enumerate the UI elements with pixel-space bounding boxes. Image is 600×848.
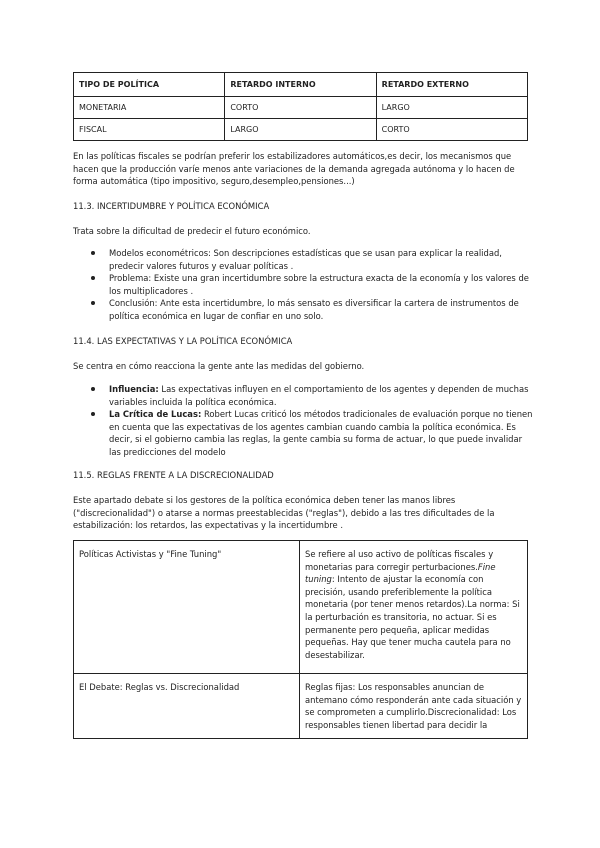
list-item: Problema: Existe una gran incertidumbre sobre la estructura exacta de la economía y los valores de los multiplicadores . (73, 272, 533, 297)
table-row (74, 119, 528, 141)
cell-text: Se refiere al uso activo de políticas fiscales y monetarias para corregir perturbaciones. (305, 549, 494, 572)
table-cell: LARGO (376, 97, 527, 119)
table-cell: Reglas fijas: Los responsables anuncian de antemano cómo responderán ante cada situación y se comprometen a cumplirlo.Discrecionalidad: Los responsables tienen libertad para decidir la (300, 674, 528, 739)
table-row (74, 97, 528, 119)
table-row (74, 541, 528, 674)
table-header-cell: TIPO DE POLÍTICA (74, 73, 225, 97)
table-cell: FISCAL (74, 119, 225, 141)
table-cell (300, 541, 528, 674)
cell-text: : Intento de ajustar la economía con precisión, usando preferiblemente la política monetaria (por tener menos retardos).La norma: Si la perturbación es transitoria, no actuar. Si es permanente pero pequeña, aplicar medidas pequeñas. Hay que tener mucha cautela para no desestabilizar. (305, 574, 520, 660)
cell-emphasis: Fine tuning (305, 561, 496, 585)
section-intro-11-5: Este apartado debate si los gestores de la política económica deben tener las manos libres ("discrecionalidad") o atarse a normas preestablecidas ("reglas"), debido a las tres dificultades de la estabilización: los retardos, las expectativas y la incertidumbre . (73, 495, 495, 531)
bullet-text: Las expectativas influyen en el comportamiento de los agentes y dependen de muchas variables incluida la política económica. (109, 384, 529, 407)
table-header-cell: RETARDO INTERNO (225, 73, 376, 97)
table-cell: CORTO (225, 97, 376, 119)
table-cell: CORTO (376, 119, 527, 141)
section-intro-11-4: Se centra en cómo reacciona la gente ante las medidas del gobierno. (73, 361, 365, 371)
table-cell: Políticas Activistas y "Fine Tuning" (74, 541, 300, 674)
list-item: Modelos econométricos: Son descripciones estadísticas que se usan para explicar la realidad, predecir valores futuros y evaluar políticas . (73, 247, 533, 272)
section-intro-11-3: Trata sobre la dificultad de predecir el futuro económico. (73, 226, 311, 236)
table-row (74, 674, 528, 739)
rules-table (73, 540, 528, 739)
bullet-term: Influencia: (109, 384, 159, 394)
bullet-text: Robert Lucas criticó los métodos tradicionales de evaluación porque no tienen en cuenta que las expectativas de los agentes cambian cuando cambia la política económica. Es decir, si el gobierno cambia las reglas, la gente cambia su forma de actuar, lo que puede invalidar las predicciones del modelo (109, 409, 533, 457)
section-title-11-4: 11.4. LAS EXPECTATIVAS Y LA POLÍTICA ECONÓMICA (73, 336, 293, 346)
list-item: Conclusión: Ante esta incertidumbre, lo más sensato es diversificar la cartera de instrumentos de política económica en lugar de confiar en uno solo. (73, 297, 533, 322)
policy-lag-table (73, 72, 528, 141)
list-item (73, 408, 533, 458)
table-header-cell: RETARDO EXTERNO (376, 73, 527, 97)
section-title-11-5: 11.5. REGLAS FRENTE A LA DISCRECIONALIDAD (73, 470, 274, 480)
fiscal-paragraph: En las políticas fiscales se podrían preferir los estabilizadores automáticos,es decir, los mecanismos que hacen que la producción varíe menos ante variaciones de la demanda agregada autónoma y lo hacen de forma automática (tipo impositivo, seguro,desempleo,pensiones...) (73, 151, 515, 187)
bullet-list-11-3 (73, 247, 533, 323)
table-header-row (74, 73, 528, 97)
table-cell: El Debate: Reglas vs. Discrecionalidad (74, 674, 300, 739)
table-cell: MONETARIA (74, 97, 225, 119)
bullet-term: La Crítica de Lucas: (109, 409, 202, 420)
bullet-list-11-4 (73, 383, 533, 459)
table-cell: LARGO (225, 119, 376, 141)
section-title-11-3: 11.3. INCERTIDUMBRE Y POLÍTICA ECONÓMICA (73, 201, 270, 211)
list-item (73, 383, 533, 408)
